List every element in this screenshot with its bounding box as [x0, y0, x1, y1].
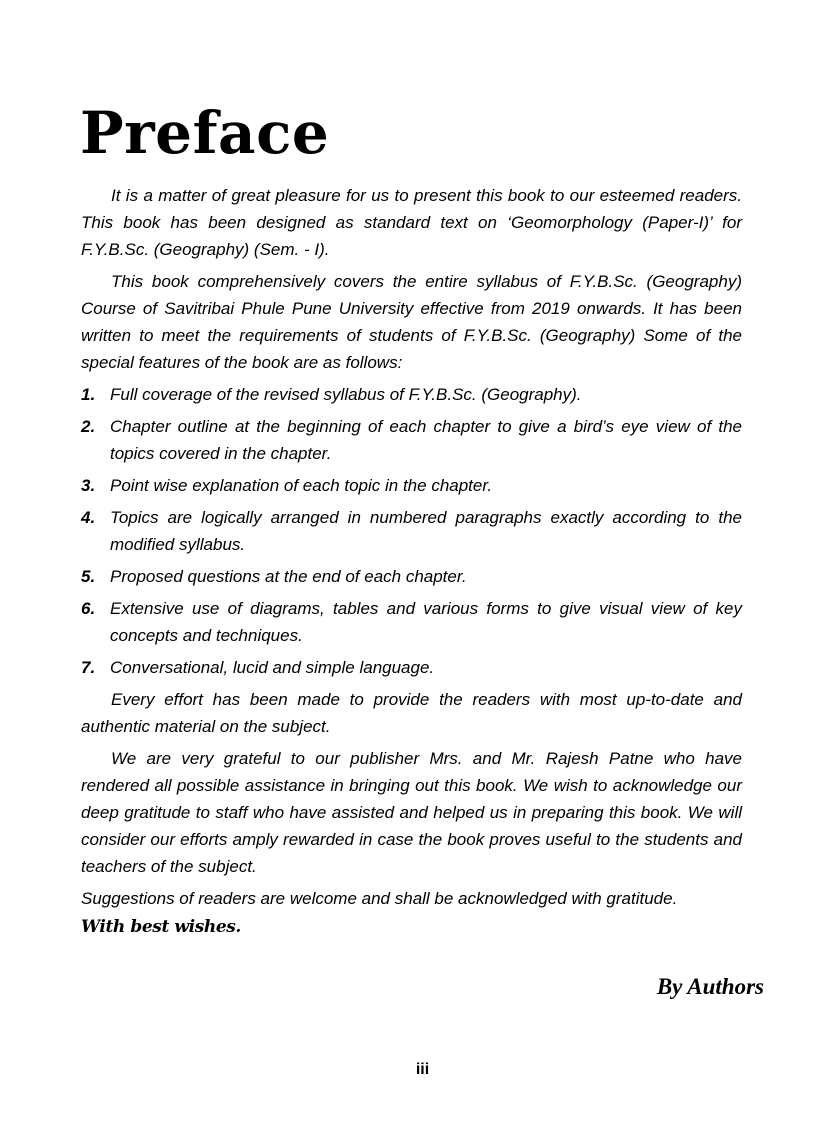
feature-number: 5.: [81, 567, 96, 586]
feature-text: Topics are logically arranged in numbered paragraphs exactly according to the modified syllabus.: [110, 508, 742, 554]
feature-item: [81, 595, 742, 649]
page-title: Preface: [80, 99, 330, 167]
preface-body: [81, 182, 742, 947]
feature-item: [81, 413, 742, 467]
feature-number: 4.: [81, 508, 96, 527]
feature-number: 1.: [81, 385, 96, 404]
feature-text: Proposed questions at the end of each chapter.: [110, 567, 467, 586]
feature-text: Full coverage of the revised syllabus of F.Y.B.Sc. (Geography).: [110, 385, 582, 404]
closing-line: With best wishes.: [81, 917, 241, 937]
features-list: [81, 381, 742, 681]
gratitude-paragraph: We are very grateful to our publisher Mrs. and Mr. Rajesh Patne who have rendered all possible assistance in bringing out this book. We wish to acknowledge our deep gratitude to staff who have assisted and helped us in preparing this book. We will consider our efforts amply rewarded in case the book proves useful to the students and teachers of the subject.: [81, 749, 742, 876]
feature-text: Conversational, lucid and simple language.: [110, 658, 435, 677]
feature-text: Extensive use of diagrams, tables and various forms to give visual view of key concepts and techniques.: [110, 599, 742, 645]
intro-paragraph: It is a matter of great pleasure for us to present this book to our esteemed readers. This book has been designed as standard text on ‘Geomorphology (Paper-I)’ for F.Y.B.Sc. (Geography) (Sem. - I).: [81, 186, 742, 259]
feature-number: 3.: [81, 476, 96, 495]
page-number: iii: [415, 1061, 430, 1078]
feature-item: [81, 381, 742, 408]
feature-number: 7.: [81, 658, 96, 677]
feature-item: [81, 563, 742, 590]
feature-text: Chapter outline at the beginning of each chapter to give a bird’s eye view of the topics covered in the chapter.: [110, 417, 742, 463]
feature-text: Point wise explanation of each topic in the chapter.: [110, 476, 493, 495]
suggestions-paragraph: Suggestions of readers are welcome and shall be acknowledged with gratitude.: [81, 889, 678, 908]
feature-item: [81, 472, 742, 499]
signature: By Authors: [656, 974, 764, 999]
feature-number: 6.: [81, 599, 96, 618]
feature-item: [81, 504, 742, 558]
effort-paragraph: Every effort has been made to provide the readers with most up-to-date and authentic material on the subject.: [81, 690, 742, 736]
feature-number: 2.: [81, 417, 96, 436]
coverage-paragraph: This book comprehensively covers the entire syllabus of F.Y.B.Sc. (Geography) Course of Savitribai Phule Pune University effective from 2019 onwards. It has been written to meet the requirements of students of F.Y.B.Sc. (Geography) Some of the special features of the book are as follows:: [81, 272, 742, 372]
feature-item: [81, 654, 742, 681]
